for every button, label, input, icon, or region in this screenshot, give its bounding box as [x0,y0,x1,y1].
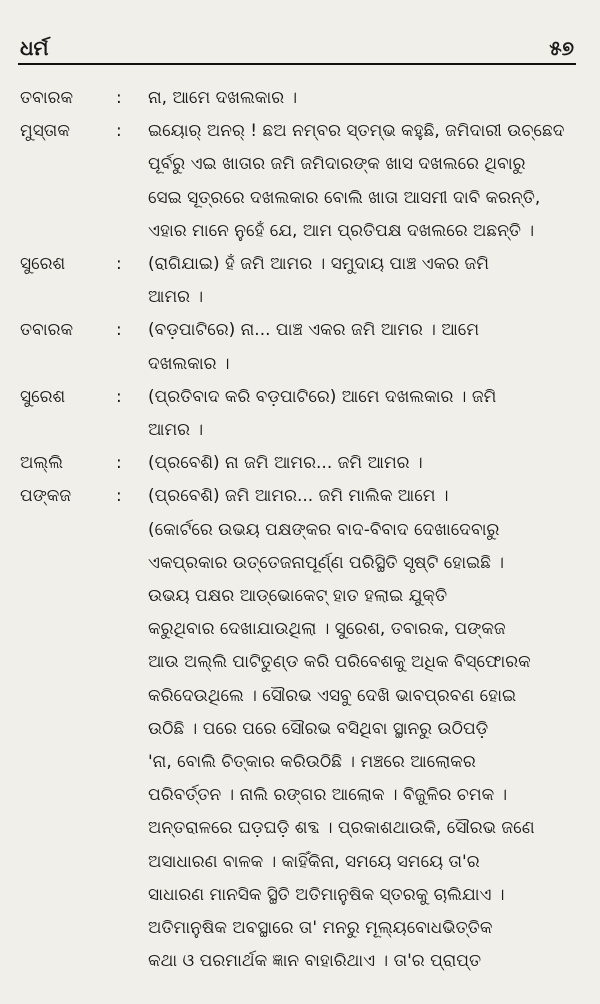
speaker-colon: : [116,486,122,506]
dialogue-line: ନା, ଆମେ ଦଖଲକାର । [148,88,298,108]
speaker-name: ସୁରେଶ [20,254,66,274]
dialogue-line: (ବଡ଼ପାଟିରେ) ନା... ପାଞ୍ଚ ଏକର ଜମି ଆମର । ଆମେ [148,320,480,340]
continuation-line: ଅତିମାନୁଷିକ ଅବସ୍ଥାରେ ତା' ମନରୁ ମୂଲ୍ୟବୋଧଭିତ୍ତିକ [148,918,493,938]
speaker-colon: : [116,121,122,141]
continuation-line: ସେଇ ସୂତ୍ରରେ ଦଖଲକାର ବୋଲି ଖାତା ଆସମୀ ଦାବି କରନ୍ତି, [148,188,541,208]
speaker-name: ତବାରକ [20,88,74,108]
continuation-line: ଆମର । [148,420,204,440]
continuation-line: ଉଠିଛି । ପରେ ପରେ ସୌରଭ ବସିଥିବା ସ୍ଥାନରୁ ଉଠିପଡ଼ି [148,719,489,739]
dialogue-line: (ପ୍ରତିବାଦ କରି ବଡ଼ପାଟିରେ) ଆମେ ଦଖଲକାର । ଜମି [148,387,497,407]
continuation-line: ସାଧାରଣ ମାନସିକ ସ୍ଥିତି ଅତିମାନୁଷିକ ସ୍ତରକୁ ଚାଲିଯାଏ । [148,885,505,905]
speaker-name: ସୁରେଶ [20,387,66,407]
header-rule [18,63,576,65]
continuation-line: ଆଉ ଅଲ୍ଲି ପାଟିତୁଣ୍ଡ କରି ପରିବେଶକୁ ଅଧିକ ବିସ୍ଫୋରକ [148,652,531,672]
dialogue-line: (ରାଗିଯାଇ) ହଁ ଜମି ଆମର । ସମୁଦାୟ ପାଞ୍ଚ ଏକର ଜମି [148,254,490,274]
continuation-line: ଅନ୍ତରାଳରେ ଘଡ଼ଘଡ଼ି ଶବ୍ଦ । ପ୍ରକାଶଥାଉକି, ସୌରଭ ଜଣେ [148,818,535,838]
speaker-colon: : [116,88,122,108]
continuation-line: ଏକପ୍ରକାର ଉତ୍ତେଜନାପୂର୍ଣ୍ଣ ପରିସ୍ଥିତି ସୃଷ୍ଟି ହୋଇଛି । [148,553,505,573]
dialogue-line: ଇୟୋର୍ ଅନର୍ ! ଛଅ ନମ୍ବର ସ୍ତମ୍ଭ କହୁଛି, ଜମିଦାରୀ ଉଚ୍ଛେଦ [148,121,565,141]
continuation-line: ଅସାଧାରଣ ବାଳକ । କାହିଁକିନା, ସମୟେ ସମୟେ ତା'ର [148,852,480,872]
continuation-line: କଥା ଓ ପରମାର୍ଥକ ଜ୍ଞାନ ବାହାରିଥାଏ । ତା'ର ପ୍ରାପ୍ତ [148,951,482,971]
continuation-line: କରୁଥିବାର ଦେଖାଯାଉଥିଲା । ସୁରେଶ, ତବାରକ, ପଙ୍କଜ [148,619,506,639]
continuation-line: କରିଦେଉଥିଲେ । ସୌରଭ ଏସବୁ ଦେଖି ଭାବପ୍ରବଣ ହୋଇ [148,686,517,706]
header-title: ଧର୍ମ [20,36,49,60]
speaker-colon: : [116,320,122,340]
continuation-line: ଆମର । [148,287,204,307]
continuation-line: ଦଖଲକାର । [148,354,230,374]
continuation-line: (କୋର୍ଟରେ ଉଭୟ ପକ୍ଷଙ୍କର ବାଦ-ବିବାଦ ଦେଖାଦେବାରୁ [148,520,500,540]
continuation-line: ପୂର୍ବରୁ ଏଇ ଖାତାର ଜମି ଜମିଦାରଙ୍କ ଖାସ ଦଖଲରେ ଥିବାରୁ [148,154,526,174]
speaker-colon: : [116,453,122,473]
dialogue-line: (ପ୍ରବେଶି) ନା ଜମି ଆମର... ଜମି ଆମର । [148,453,423,473]
continuation-line: ପରିବର୍ତ୍ତନ । ନାଲି ରଙ୍ଗର ଆଲୋକ । ବିଜୁଳିର ଚମକ । [148,785,508,805]
dialogue-line: (ପ୍ରବେଶି) ଜମି ଆମର... ଜମି ମାଲିକ ଆମେ । [148,486,449,506]
continuation-line: ଏହାର ମାନେ ନୁହେଁ ଯେ, ଆମ ପ୍ରତିପକ୍ଷ ଦଖଲରେ ଅଛନ୍ତି । [148,221,535,241]
speaker-colon: : [116,387,122,407]
continuation-line: 'ନା, ବୋଲି ଚିତ୍କାର କରିଉଠିଛି । ମଞ୍ଚରେ ଆଲୋକର [148,752,476,772]
continuation-line: ଉଭୟ ପକ୍ଷର ଆଡ୍‌ଭୋକେଟ୍ ହାତ ହଲାଇ ଯୁକ୍ତି [148,586,448,606]
speaker-colon: : [116,254,122,274]
speaker-name: ଅଲ୍ଲି [20,453,63,473]
running-header [20,26,574,60]
speaker-name: ତବାରକ [20,320,74,340]
speaker-name: ପଙ୍କଜ [20,486,72,506]
page-number: ୫୭ [549,36,574,60]
speaker-name: ମୁସ୍ତାକ [20,121,70,141]
